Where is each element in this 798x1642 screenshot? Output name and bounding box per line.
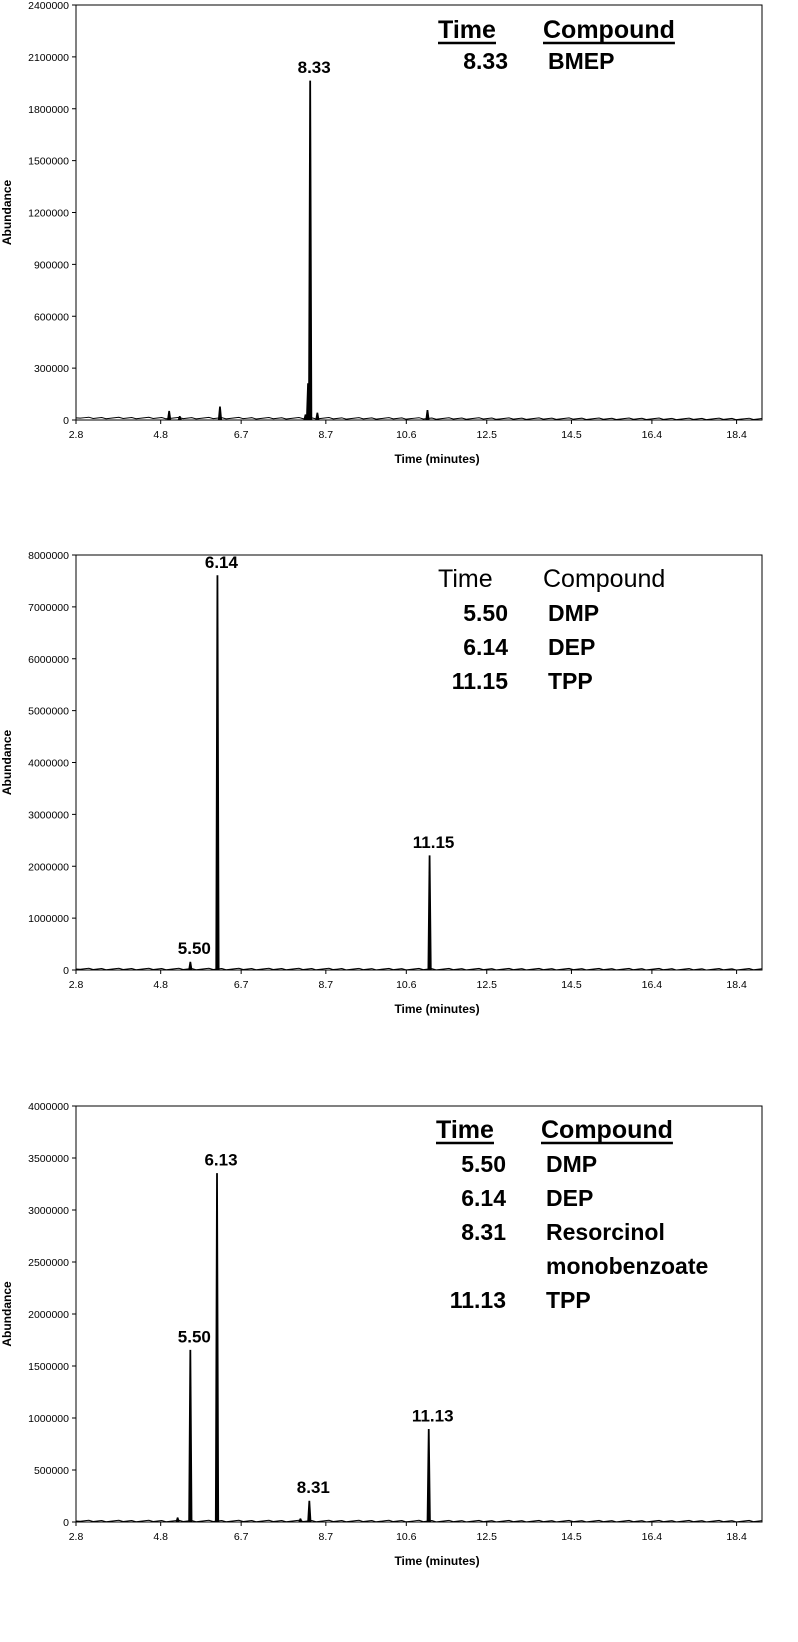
x-tick-label: 14.5 [561, 979, 582, 991]
peak [309, 81, 312, 420]
legend-row-compound: DEP [548, 634, 596, 660]
legend-row-time: 5.50 [461, 1151, 506, 1177]
legend-row-time: 8.33 [463, 48, 508, 74]
legend-row-time: 6.14 [461, 1185, 506, 1211]
y-tick-label: 0 [63, 965, 69, 977]
legend-row-time: 11.15 [451, 668, 508, 694]
x-axis-title: Time (minutes) [394, 452, 480, 466]
peak-label: 5.50 [177, 1327, 211, 1347]
plot-frame [76, 552, 762, 970]
x-tick-label: 2.8 [68, 429, 84, 441]
x-tick-label: 10.6 [396, 1531, 417, 1543]
x-tick-label: 6.7 [233, 1531, 249, 1543]
x-tick-label: 8.7 [318, 1531, 334, 1543]
peak [428, 856, 431, 970]
peak [216, 576, 219, 970]
peak [215, 1174, 218, 1522]
x-tick-label: 4.8 [153, 1531, 168, 1543]
y-tick-label: 3000000 [28, 1205, 69, 1217]
peak [168, 411, 171, 420]
legend-row-time: 5.50 [463, 600, 508, 626]
peak [316, 413, 319, 420]
peak-label: 11.13 [411, 1406, 454, 1426]
peak-label: 6.14 [204, 552, 238, 572]
peak [426, 410, 429, 420]
chromatogram-chart-3 [0, 1100, 798, 1642]
x-tick-label: 10.6 [396, 429, 417, 441]
y-tick-label: 2400000 [28, 0, 69, 12]
plot-frame [76, 5, 762, 420]
chromatogram-chart-2 [0, 550, 798, 1070]
x-tick-label: 14.5 [561, 429, 582, 441]
x-tick-label: 2.8 [68, 1531, 84, 1543]
peak-label: 11.15 [412, 832, 455, 852]
x-tick-label: 8.7 [318, 429, 334, 441]
peak [427, 1429, 430, 1522]
y-tick-label: 2500000 [28, 1257, 69, 1269]
y-tick-label: 1000000 [28, 913, 69, 926]
x-tick-label: 14.5 [561, 1531, 582, 1543]
x-tick-label: 16.4 [641, 1531, 663, 1543]
legend-header-time: Time [438, 565, 493, 593]
x-tick-label: 16.4 [641, 979, 663, 991]
y-tick-label: 1000000 [28, 1413, 69, 1425]
legend [436, 1116, 708, 1313]
y-tick-label: 2000000 [28, 861, 69, 874]
y-tick-label: 0 [63, 415, 69, 427]
legend-row-compound: TPP [548, 668, 593, 694]
y-tick-label: 1500000 [28, 1361, 69, 1373]
x-tick-label: 12.5 [476, 429, 497, 441]
y-axis-title: Abundance [0, 179, 14, 246]
x-tick-label: 18.4 [726, 429, 747, 441]
peak [218, 407, 221, 420]
legend-row-compound: TPP [546, 1287, 591, 1313]
chromatogram-panel-3 [0, 1100, 798, 1642]
peak-label: 5.50 [177, 939, 211, 959]
x-tick-label: 18.4 [726, 1531, 747, 1543]
y-tick-label: 1200000 [28, 207, 69, 220]
y-tick-label: 6000000 [28, 653, 69, 666]
legend-row-time: 6.14 [463, 634, 508, 660]
y-tick-label: 3000000 [28, 809, 69, 822]
y-axis-title: Abundance [0, 729, 14, 796]
x-tick-label: 8.7 [318, 979, 334, 991]
x-tick-label: 12.5 [476, 979, 497, 991]
x-tick-label: 12.5 [476, 1531, 497, 1543]
y-tick-label: 7000000 [28, 601, 69, 614]
x-tick-label: 6.7 [233, 429, 249, 441]
peak-label: 8.31 [296, 1478, 330, 1498]
x-axis-title: Time (minutes) [394, 1002, 480, 1016]
y-tick-label: 0 [63, 1517, 69, 1529]
x-tick-label: 6.7 [233, 979, 249, 991]
peak [176, 1518, 179, 1522]
x-tick-label: 4.8 [153, 979, 168, 991]
peak [308, 1501, 311, 1522]
legend-header-compound: Compound [541, 1116, 673, 1144]
peak [189, 1350, 192, 1522]
y-tick-label: 4000000 [28, 1101, 69, 1113]
legend-row-compound: Resorcinol [546, 1219, 665, 1245]
y-tick-label: 300000 [33, 363, 69, 376]
y-tick-label: 500000 [33, 1465, 69, 1477]
legend-header-compound: Compound [543, 16, 675, 44]
y-tick-label: 2100000 [28, 51, 69, 64]
chromatogram-panel-2 [0, 550, 798, 1070]
legend-header-time: Time [436, 1116, 494, 1144]
legend [438, 565, 665, 694]
peak-label: 8.33 [297, 58, 331, 78]
x-tick-label: 18.4 [726, 979, 747, 991]
legend-row-compound: BMEP [548, 48, 615, 74]
x-tick-label: 4.8 [153, 429, 168, 441]
peak [299, 1519, 302, 1522]
y-tick-label: 2000000 [28, 1309, 69, 1321]
legend [438, 16, 675, 74]
legend-row-time: 8.31 [461, 1219, 506, 1245]
legend-header-time: Time [438, 16, 496, 44]
x-tick-label: 16.4 [641, 429, 663, 441]
y-tick-label: 8000000 [28, 550, 69, 562]
x-tick-label: 10.6 [396, 979, 417, 991]
y-tick-label: 1500000 [28, 155, 69, 168]
y-tick-label: 600000 [33, 311, 69, 324]
chromatogram-panel-1 [0, 0, 798, 490]
x-axis-title: Time (minutes) [394, 1554, 480, 1568]
y-tick-label: 5000000 [28, 705, 69, 718]
legend-row-compound: DMP [546, 1151, 598, 1177]
chromatogram-chart-1 [0, 0, 798, 490]
y-axis-title: Abundance [0, 1281, 14, 1347]
peak-label: 6.13 [204, 1150, 238, 1170]
legend-row-time: 11.13 [449, 1287, 506, 1313]
legend-row-compound: DMP [548, 600, 600, 626]
y-tick-label: 4000000 [28, 757, 69, 770]
x-tick-label: 2.8 [68, 979, 84, 991]
peak [189, 962, 192, 970]
legend-header-compound: Compound [543, 565, 666, 593]
legend-row-compound: monobenzoate [546, 1253, 709, 1279]
y-tick-label: 900000 [33, 259, 69, 272]
legend-row-compound: DEP [546, 1185, 594, 1211]
y-tick-label: 1800000 [28, 103, 69, 116]
plot-frame [76, 1106, 762, 1522]
y-tick-label: 3500000 [28, 1153, 69, 1165]
